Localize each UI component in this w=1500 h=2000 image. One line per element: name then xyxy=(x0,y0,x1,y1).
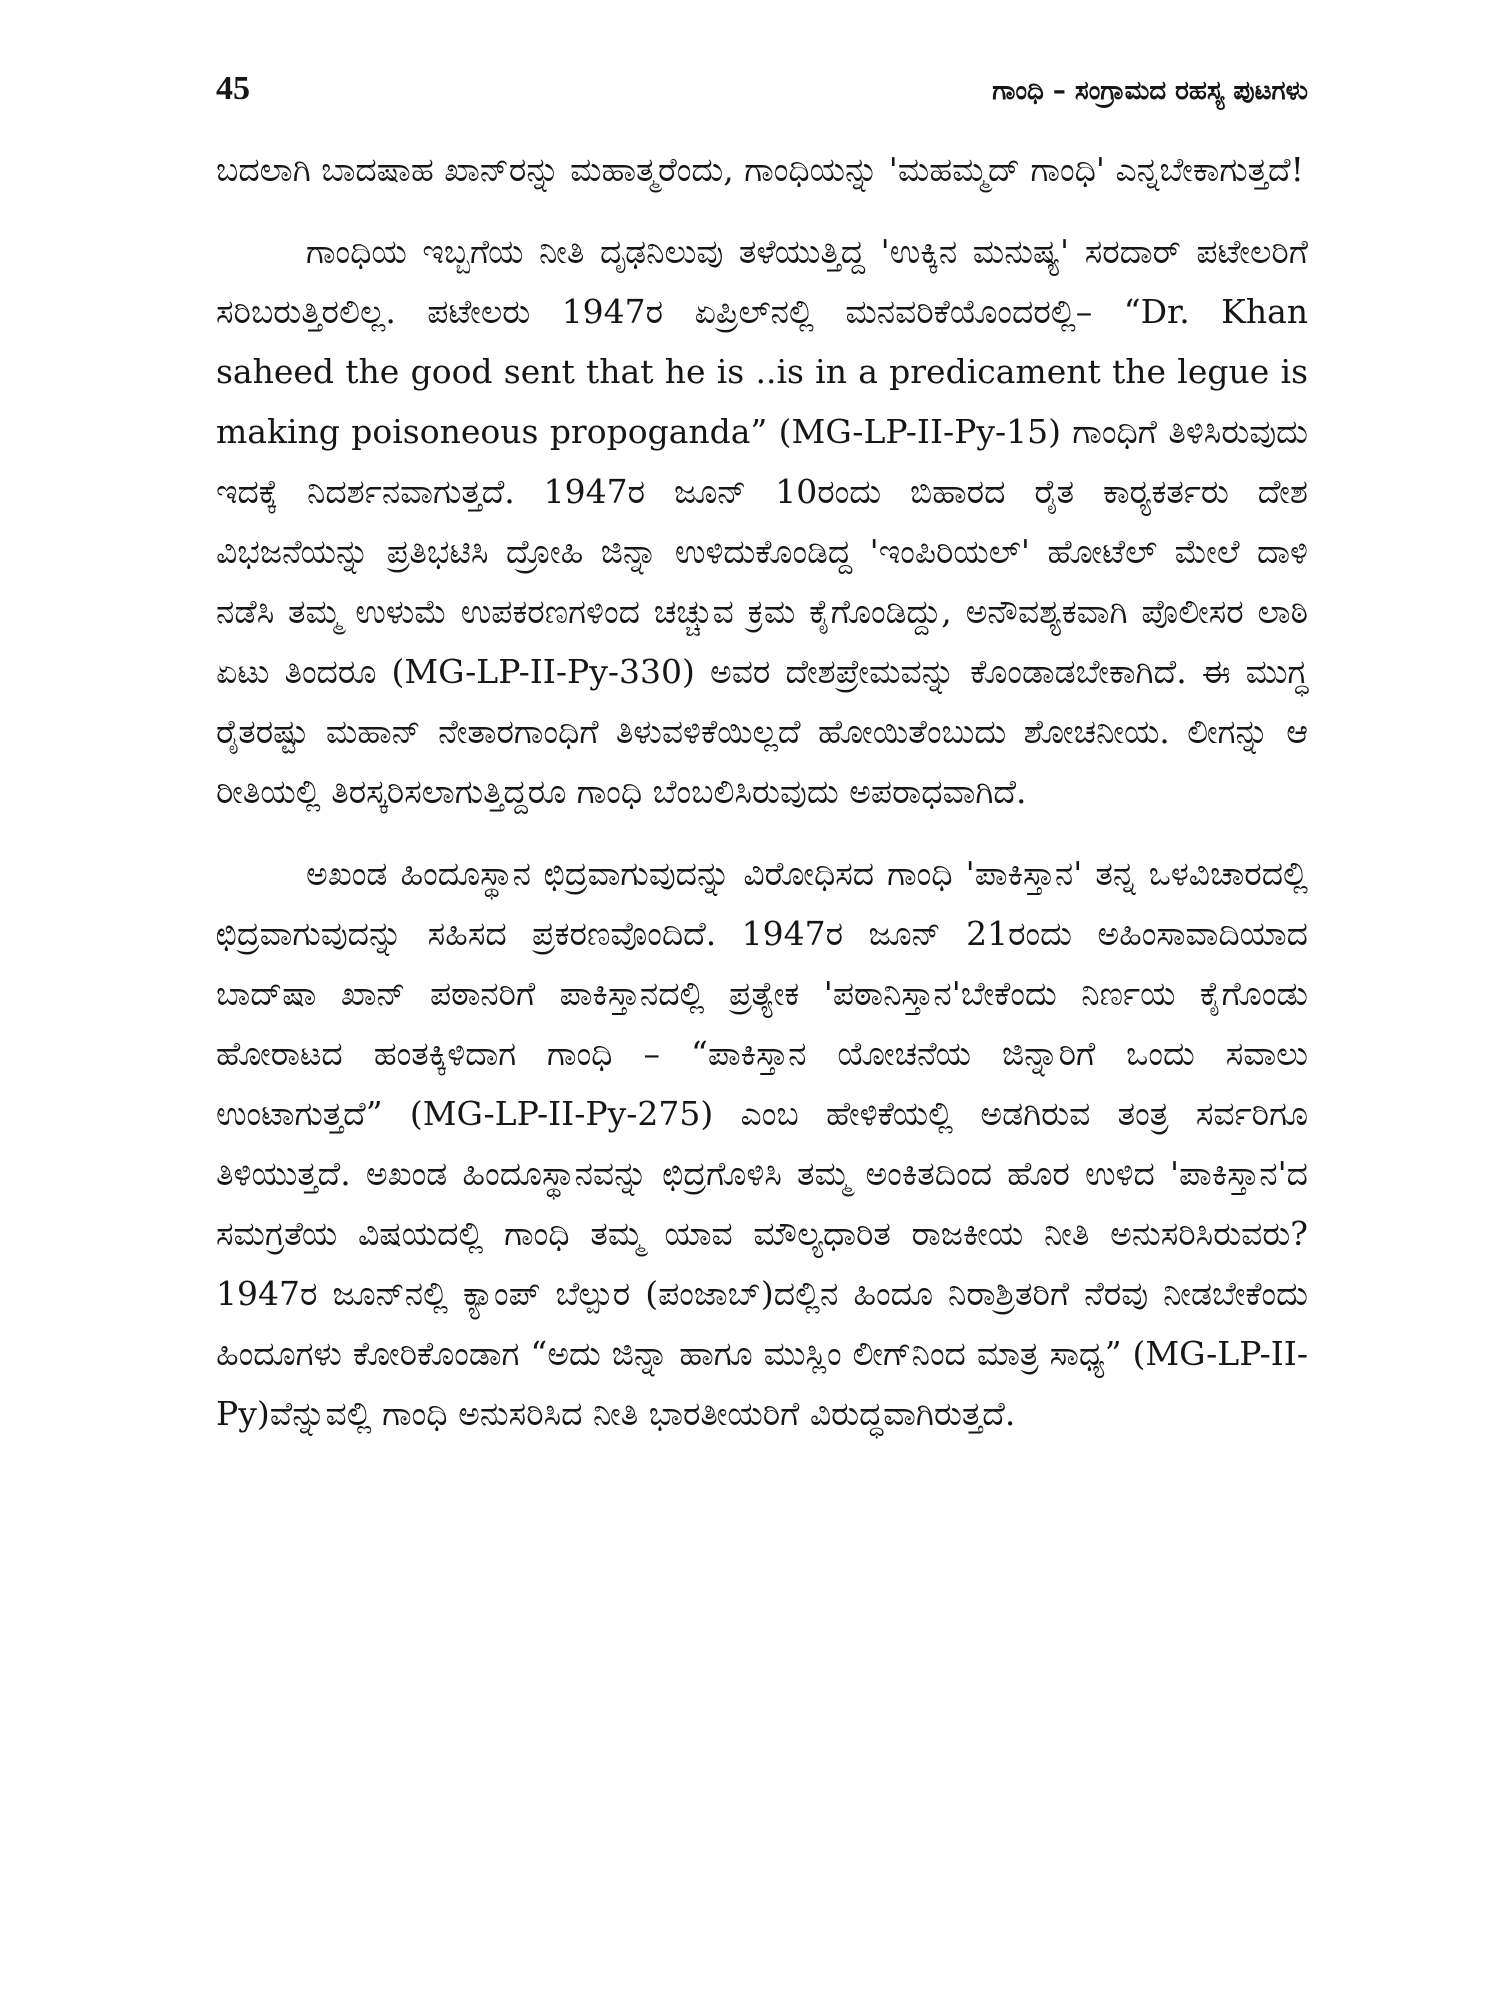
running-header xyxy=(216,70,1308,118)
book-title: ಗಾಂಧಿ – ಸಂಗ್ರಾಮದ ರಹಸ್ಯ ಪುಟಗಳು xyxy=(992,76,1308,106)
page-number: 45 xyxy=(216,70,250,107)
paragraph-patel-letter: ಗಾಂಧಿಯ ಇಬ್ಬಗೆಯ ನೀತಿ ದೃಢನಿಲುವು ತಳೆಯುತ್ತಿದ್ದ 'ಉಕ್ಕಿನ ಮನುಷ್ಯ' ಸರದಾರ್ ಪಟೇಲರಿಗೆ ಸರಿಬರುತ್ತಿರಲಿಲ್ಲ. ಪಟೇಲರು 1947ರ ಏಪ್ರಿಲ್‌ನಲ್ಲಿ ಮನವರಿಕೆಯೊಂದರಲ್ಲಿ– “Dr. Khan saheed the good sent that he is ..is in a predicament the legue is making poisoneous propoganda” (MG-LP-II-Py-15) ಗಾಂಧಿಗೆ ತಿಳಿಸಿರುವುದು ಇದಕ್ಕೆ ನಿದರ್ಶನವಾಗುತ್ತದೆ. 1947ರ ಜೂನ್ 10ರಂದು ಬಿಹಾರದ ರೈತ ಕಾರ್‍ಯಕರ್ತರು ದೇಶ ವಿಭಜನೆಯನ್ನು ಪ್ರತಿಭಟಿಸಿ ದ್ರೋಹಿ ಜಿನ್ನಾ ಉಳಿದುಕೊಂಡಿದ್ದ 'ಇಂಪಿರಿಯಲ್' ಹೋಟೆಲ್ ಮೇಲೆ ದಾಳಿ ನಡೆಸಿ ತಮ್ಮ ಉಳುಮೆ ಉಪಕರಣಗಳಿಂದ ಚಚ್ಚುವ ಕ್ರಮ ಕೈಗೊಂಡಿದ್ದು, ಅನೌವಶ್ಯಕವಾಗಿ ಪೊಲೀಸರ ಲಾಠಿ ಏಟು ತಿಂದರೂ (MG-LP-II-Py-330) ಅವರ ದೇಶಪ್ರೇಮವನ್ನು ಕೊಂಡಾಡಬೇಕಾಗಿದೆ. ಈ ಮುಗ್ಧ ರೈತರಷ್ಟು ಮಹಾನ್ ನೇತಾರಗಾಂಧಿಗೆ ತಿಳುವಳಿಕೆಯಿಲ್ಲದೆ ಹೋಯಿತೆಂಬುದು ಶೋಚನೀಯ. ಲೀಗನ್ನು ಆ ರೀತಿಯಲ್ಲಿ ತಿರಸ್ಕರಿಸಲಾಗುತ್ತಿದ್ದರೂ ಗಾಂಧಿ ಬೆಂಬಲಿಸಿರುವುದು ಅಪರಾಧವಾಗಿದೆ. xyxy=(216,232,1308,811)
body-text xyxy=(216,140,1308,1444)
paragraph-pakistan-integrity: ಅಖಂಡ ಹಿಂದೂಸ್ಥಾನ ಛಿದ್ರವಾಗುವುದನ್ನು ವಿರೋಧಿಸದ ಗಾಂಧಿ 'ಪಾಕಿಸ್ತಾನ' ತನ್ನ ಒಳವಿಚಾರದಲ್ಲಿ ಛಿದ್ರವಾಗುವುದನ್ನು ಸಹಿಸದ ಪ್ರಕರಣವೊಂದಿದೆ. 1947ರ ಜೂನ್ 21ರಂದು ಅಹಿಂಸಾವಾದಿಯಾದ ಬಾದ್‌ಷಾ ಖಾನ್ ಪಠಾನರಿಗೆ ಪಾಕಿಸ್ತಾನದಲ್ಲಿ ಪ್ರತ್ಯೇಕ 'ಪಠಾನಿಸ್ತಾನ'ಬೇಕೆಂದು ನಿರ್ಣಯ ಕೈಗೊಂಡು ಹೋರಾಟದ ಹಂತಕ್ಕಿಳಿದಾಗ ಗಾಂಧಿ – “ಪಾಕಿಸ್ತಾನ ಯೋಚನೆಯ ಜಿನ್ನಾರಿಗೆ ಒಂದು ಸವಾಲು ಉಂಟಾಗುತ್ತದೆ” (MG-LP-II-Py-275) ಎಂಬ ಹೇಳಿಕೆಯಲ್ಲಿ ಅಡಗಿರುವ ತಂತ್ರ ಸರ್ವರಿಗೂ ತಿಳಿಯುತ್ತದೆ. ಅಖಂಡ ಹಿಂದೂಸ್ಥಾನವನ್ನು ಛಿದ್ರಗೊಳಿಸಿ ತಮ್ಮ ಅಂಕಿತದಿಂದ ಹೊರ ಉಳಿದ 'ಪಾಕಿಸ್ತಾನ'ದ ಸಮಗ್ರತೆಯ ವಿಷಯದಲ್ಲಿ ಗಾಂಧಿ ತಮ್ಮ ಯಾವ ಮೌಲ್ಯಧಾರಿತ ರಾಜಕೀಯ ನೀತಿ ಅನುಸರಿಸಿರುವರು? 1947ರ ಜೂನ್‌ನಲ್ಲಿ ಕ್ಯಾಂಪ್ ಬೆಲ್ಪುರ (ಪಂಜಾಬ್)ದಲ್ಲಿನ ಹಿಂದೂ ನಿರಾಶ್ರಿತರಿಗೆ ನೆರವು ನೀಡಬೇಕೆಂದು ಹಿಂದೂಗಳು ಕೋರಿಕೊಂಡಾಗ “ಅದು ಜಿನ್ನಾ ಹಾಗೂ ಮುಸ್ಲಿಂ ಲೀಗ್‌ನಿಂದ ಮಾತ್ರ ಸಾಧ್ಯ” (MG-LP-II-Py)ವೆನ್ನುವಲ್ಲಿ ಗಾಂಧಿ ಅನುಸರಿಸಿದ ನೀತಿ ಭಾರತೀಯರಿಗೆ ವಿರುದ್ಧವಾಗಿರುತ್ತದೆ. xyxy=(216,854,1308,1433)
paragraph-continuation: ಬದಲಾಗಿ ಬಾದಷಾಹ ಖಾನ್‌ರನ್ನು ಮಹಾತ್ಮರೆಂದು, ಗಾಂಧಿಯನ್ನು 'ಮಹಮ್ಮದ್ ಗಾಂಧಿ' ಎನ್ನಬೇಕಾಗುತ್ತದೆ! xyxy=(216,150,1304,189)
